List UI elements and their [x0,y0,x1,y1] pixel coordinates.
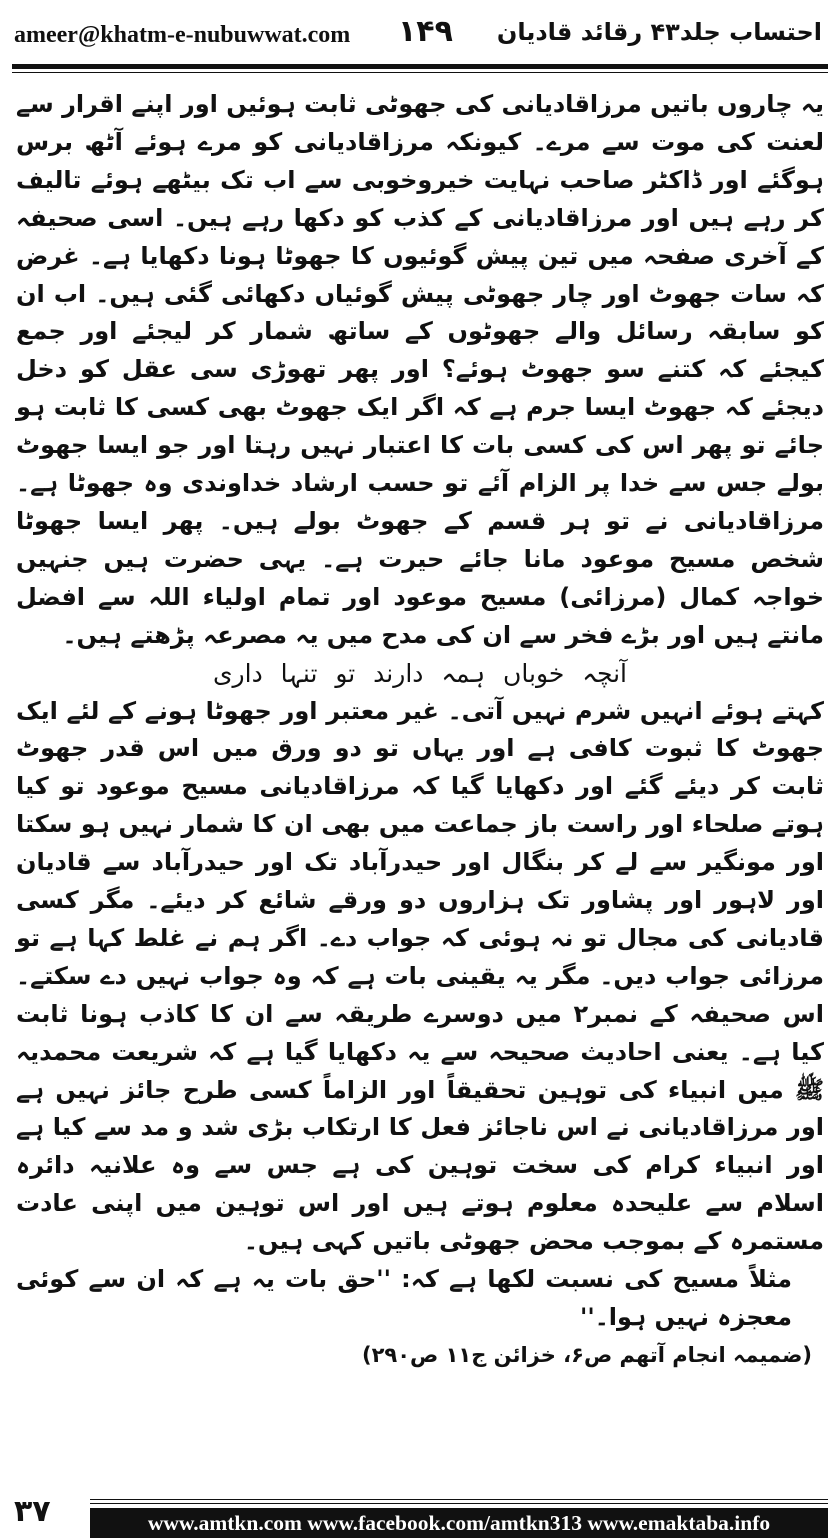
page-header [0,0,840,66]
footer-page-number: ۳۷ [14,1494,51,1529]
footer-links-bar: www.amtkn.com www.facebook.com/amtkn313 www.emaktaba.info [90,1508,828,1538]
footer-divider [90,1499,828,1500]
quotation: مثلاً مسیح کی نسبت لکھا ہے کہ: ''حق بات یہ ہے کہ ان سے کوئی معجزہ نہیں ہوا۔'' [16,1265,792,1331]
persian-verse: آنچہ خوباں ہمہ دارند تو تنہا داری [212,658,628,688]
page-body [16,86,824,1375]
header-book-title: احتساب جلد۴۳ رقائد قادیان [496,18,822,46]
body-paragraph: یہ چاروں باتیں مرزاقادیانی کی جھوٹی ثابت ہوئیں اور اپنے اقرار سے لعنت کی موت سے مرے۔ کیونکہ مرزاقادیانی کو مرے ہوئے آٹھ برس ہوگئے اور ڈاکٹر صاحب نہایت خیروخوبی سے اب تک بیٹھے ہوئے تالیف کر رہے ہیں اور مرزاقادیانی کے کذب کو دکھا رہے ہیں۔ اسی صحیفہ کے آخری صفحہ میں تین پیش گوئیوں کا جھوٹا ہونا دکھایا ہے۔ غرض کہ سات جھوٹ اور چار جھوٹی پیش گوئیاں دکھائی گئی ہیں۔ اب ان کو سابقہ رسائل والے جھوٹوں کے ساتھ شمار کر لیجئے اور جمع کیجئے کہ کتنے سو جھوٹ ہوئے؟ اور پھر تھوڑی سی عقل کو دخل دیجئے کہ جھوٹ ایسا جرم ہے کہ اگر ایک جھوٹ بھی کسی کا ثابت ہو جائے تو پھر اس کی کسی بات کا اعتبار نہیں رہتا اور جو ایسا جھوٹ بولے جس سے خدا پر الزام آئے تو حسب ارشاد خداوندی وہ جھوٹا ہے۔ مرزاقادیانی نے تو ہر قسم کے جھوٹ بولے ہیں۔ پھر ایسا جھوٹا شخص مسیح موعود مانا جائے حیرت ہے۔ یہی حضرت ہیں جنہیں خواجہ کمال (مرزائی) مسیح موعود اور تمام اولیاء اللہ سے افضل مانتے ہیں اور بڑے فخر سے ان کی مدح میں یہ مصرعہ پڑھتے ہیں۔ [16,90,824,649]
reference-citation: (ضمیمہ انجام آتھم ص۶، خزائن ج۱۱ ص۲۹۰) [361,1342,812,1367]
body-paragraph: کہتے ہوئے انہیں شرم نہیں آتی۔ غیر معتبر اور جھوٹا ہونے کے لئے ایک جھوٹ کا ثبوت کافی ہے اور یہاں تو دو ورق میں اس قدر جھوٹ ثابت کر دیئے گئے اور دکھایا گیا کہ مرزاقادیانی مسیح موعود تو کیا ہوتے صلحاء اور راست باز جماعت میں بھی ان کا شمار نہیں ہو سکتا اور مونگیر سے لے کر بنگال اور حیدرآباد تک اور حیدرآباد سے قادیان اور لاہور اور پشاور تک ہزاروں دو ورقے شائع کر دیئے۔ مگر کسی قادیانی کی مجال تو نہ ہوئی کہ جواب دے۔ اگر ہم نے غلط کہا ہے تو مرزائی جواب دیں۔ مگر یہ یقینی بات ہے کہ وہ جواب نہیں دے سکتے۔ اس صحیفہ کے نمبر۲ میں دوسرے طریقہ سے ان کا کاذب ہونا ثابت کیا ہے۔ یعنی احادیث صحیحہ سے یہ دکھایا گیا ہے کہ شریعت محمدیہ ﷺ میں انبیاء کی توہین تحقیقاً اور الزاماً کسی طرح جائز نہیں ہے اور مرزاقادیانی نے اس ناجائز فعل کا ارتکاب بڑی شد و مد سے کیا ہے اور انبیاء کرام کی سخت توہین کی ہے جس سے وہ علانیہ دائرہ اسلام سے علیحدہ معلوم ہوتے ہیں اور اس توہین میں اپنی عادت مستمرہ کے بموجب محض جھوٹی باتیں کہی ہیں۔ [16,696,824,1256]
footer-divider [90,1503,828,1504]
header-page-number: ۱۴۹ [398,14,453,49]
header-divider-thin [12,72,828,73]
header-divider-thick [12,64,828,69]
header-email: ameer@khatm-e-nubuwwat.com [14,22,351,48]
